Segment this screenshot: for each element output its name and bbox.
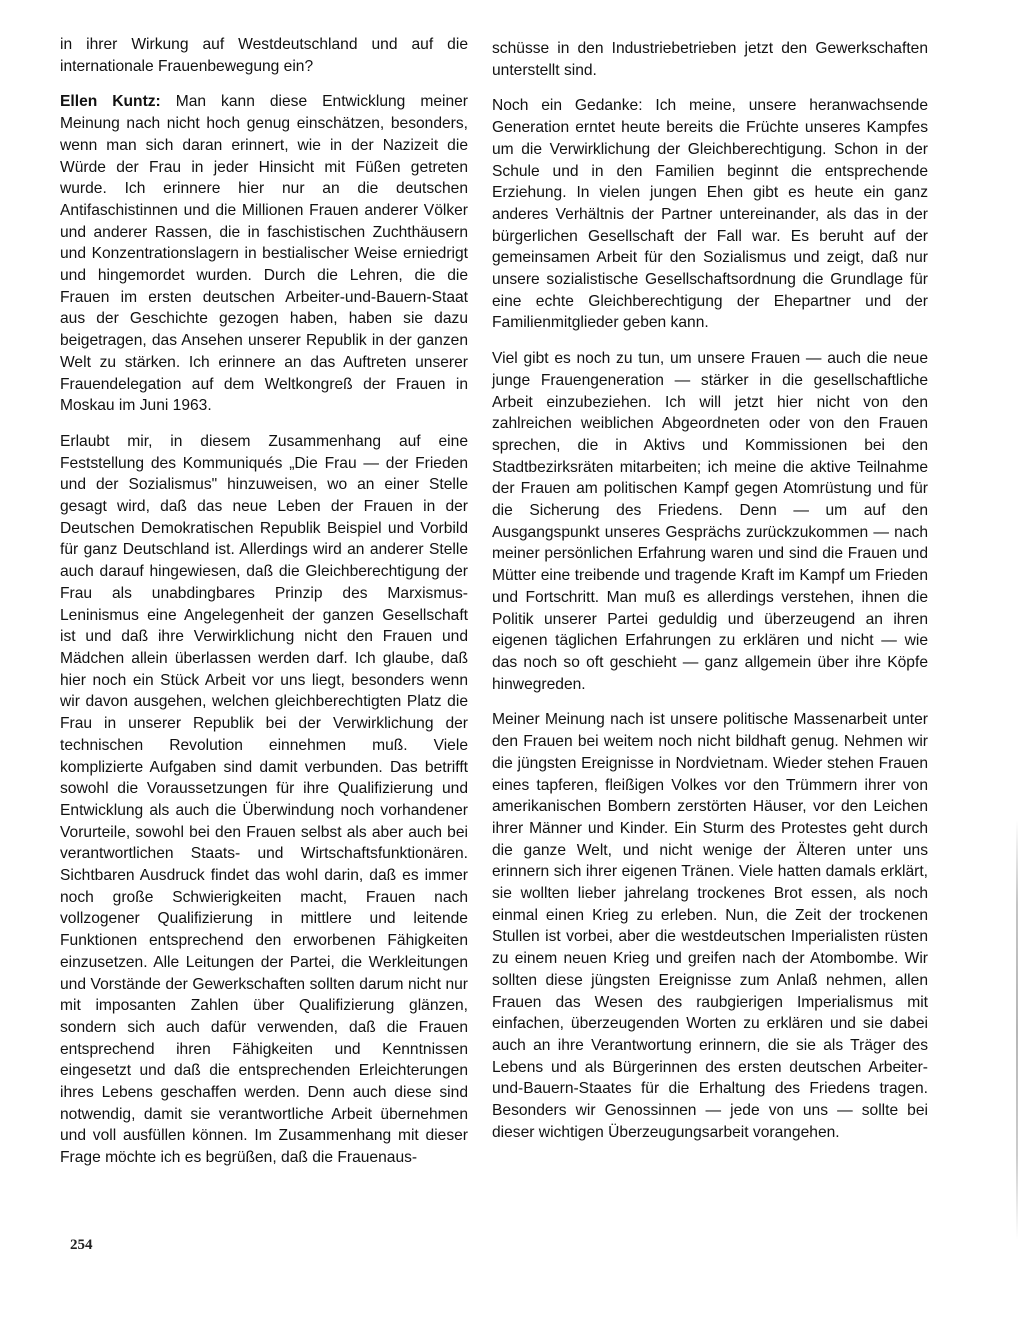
paragraph-question-end: in ihrer Wirkung auf Westdeutschland und auf die internationale Frauenbewegung ein? [60,36,468,75]
page-number: 254 [70,1237,93,1253]
speaker-name: Ellen Kuntz: [60,93,161,111]
paragraph-ellen-kuntz [60,91,468,417]
scan-edge-mark [1016,820,1018,1240]
paragraph-frauenausschuesse: schüsse in den Industriebetrieben jetzt den Gewerkschaften unterstellt sind. [492,40,928,79]
paragraph-massenarbeit: Meiner Meinung nach ist unsere politische Massenarbeit unter den Frauen bei weitem noch nicht bildhaft genug. Nehmen wir die jüngsten Ereignisse in Nordvietnam. Wieder stehen Frauen eines tapferen, fleißigen Volkes vor den Trümmern ihrer von amerikanischen Bombern zerstörten Häuser, vor den Leichen ihrer Männer und Kinder. Ein Sturm des Protestes geht durch die ganze Welt, und nicht wenige der Älteren unter uns erinnern sich ihrer eigenen Tränen. Viele hatten damals erklärt, sie wollten lieber jahrelang trockenes Brot essen, als noch einmal einen Krieg zu erleben. Nun, die Zeit der trockenen Stullen ist vorbei, aber die westdeutschen Imperialisten rüsten zu einem neuen Krieg und greifen nach der Atombombe. Wir sollten diese jüngsten Ereignisse zum Anlaß nehmen, allen Frauen das Wesen des raubgierigen Imperialismus mit einfachen, überzeugenden Worten zu erklären und sie dabei auch an ihre Verantwortung erinnern, die sie als Träger des Lebens und als Bürgerinnen des ersten deutschen Arbeiter-und-Bauern-Staates für die Erhaltung des Friedens tragen. Besonders wir Genossinnen — jede von uns — sollte bei dieser wichtigen Überzeugungsarbeit vorangehen. [492,711,928,1141]
speaker-answer-text: Man kann diese Entwicklung meiner Meinung nach nicht hoch genug einschätzen, besonders, wenn man sich daran erinnert, wie in der Nazizeit die Würde der Frau in jeder Hinsicht mit Füßen getreten wurde. Ich erinnere hier nur an die deutschen Antifaschistinnen und die Millionen Frauen anderer Völker und anderer Rassen, die in faschistischen Zuchthäusern und Konzentrationslagern in bestialischer Weise erniedrigt und hingemordet wurden. Durch die Lehren, die die Frauen im ersten deutschen Arbeiter-und-Bauern-Staat aus der Geschichte gezogen haben, haben sie dazu beigetragen, das Ansehen unserer Republik in der ganzen Welt zu stärken. Ich erinnere an das Auftreten unserer Frauendelegation auf dem Weltkongreß der Frauen in Moskau im Juni 1963. [60,93,468,415]
paragraph-viel-zu-tun: Viel gibt es noch zu tun, um unsere Frauen — auch die neue junge Frauengeneration — stärker in die gesellschaftliche Arbeit einzubeziehen. Ich will jetzt hier nicht von den zahlreichen weiblichen Abgeordneten oder von den Frauen sprechen, die in Aktivs und Kommissionen bei den Stadtbezirksräten mitarbeiten; ich meine die aktive Teilnahme der Frauen am politischen Kampf gegen Atomrüstung und für die Sicherung des Friedens. Denn — um auf den Ausgangspunkt unseres Gesprächs zurückzukommen — nach meiner persönlichen Erfahrung waren und sind die Frauen und Mütter eine treibende und tragende Kraft im Kampf um Frieden und Fortschritt. Man muß es allerdings verstehen, ihnen die Politik unserer Partei geduldig und überzeugend an ihren eigenen täglichen Erfahrungen zu erklären und nicht — wie das noch so oft geschieht — ganz allgemein über ihre Köpfe hinwegreden. [492,350,928,693]
left-column [60,34,468,1183]
right-column [492,38,928,1157]
paragraph-kommunique: Erlaubt mir, in diesem Zusammenhang auf eine Feststellung des Kommuniqués „Die Frau — der Frieden und der Sozialismus" hinzuweisen, wo an einer Stelle gesagt wird, daß das neue Leben der Frauen in der Deutschen Demokratischen Republik Beispiel und Vorbild für ganz Deutschland ist. Allerdings wird an anderer Stelle auch darauf hingewiesen, daß die Gleichberechtigung der Frau als unabdingbares Prinzip des Marxismus-Leninismus eine Angelegenheit der ganzen Gesellschaft ist und daß ihre Verwirklichung nicht den Frauen und Mädchen allein überlassen werden darf. Ich glaube, daß hier noch ein Stück Arbeit vor uns liegt, besonders wenn wir davon ausgehen, welchen gleichberechtigten Platz die Frau in unserer Republik bei der Verwirklichung der technischen Revolution einnehmen muß. Viele komplizierte Aufgaben sind damit verbunden. Das betrifft sowohl die Voraussetzungen für ihre Qualifizierung und Entwicklung als auch die Überwindung noch vorhandener Vorurteile, sowohl bei den Frauen selbst als aber auch bei verantwortlichen Staats- und Wirtschaftsfunktionären. Sichtbaren Ausdruck findet das wohl darin, daß es immer noch große Schwierigkeiten macht, Frauen nach vollzogener Qualifizierung in mittlere und leitende Funktionen entsprechend den erworbenen Fähigkeiten einzusetzen. Alle Leitungen der Partei, die Werkleitungen und Vorstände der Gewerkschaften sollten darum nicht nur mit imposanten Zahlen über Qualifizierung glänzen, sondern sich auch dafür verwenden, daß die Frauen entsprechend ihren Fähigkeiten und Kenntnissen eingesetzt und daß die entsprechenden Erleichterungen ihres Lebens geschaffen werden. Denn auch diese sind notwendig, damit sie verantwortliche Arbeit übernehmen und voll ausfüllen können. Im Zusammenhang mit dieser Frage möchte ich es begrüßen, daß die Frauenaus- [60,432,468,1167]
paragraph-heranwachsende-generation: Noch ein Gedanke: Ich meine, unsere heranwachsende Generation erntet heute bereits die Früchte unseres Kampfes um die Verwirklichung der Gleichberechtigung. Schon in der Schule und in den Familien beginnt die entsprechende Erziehung. In vielen jungen Ehen gibt es heute ein ganz anderes Verhältnis der Partner untereinander, als das in der bürgerlichen Gesellschaft der Fall war. Es beruht auf der gemeinsamen Arbeit für den Sozialismus und zeigt, daß nur unsere sozialistische Gesellschaftsordnung die Grundlage für eine echte Gleichberechtigung der Ehepartner und der Familienmitglieder geben kann. [492,97,928,332]
